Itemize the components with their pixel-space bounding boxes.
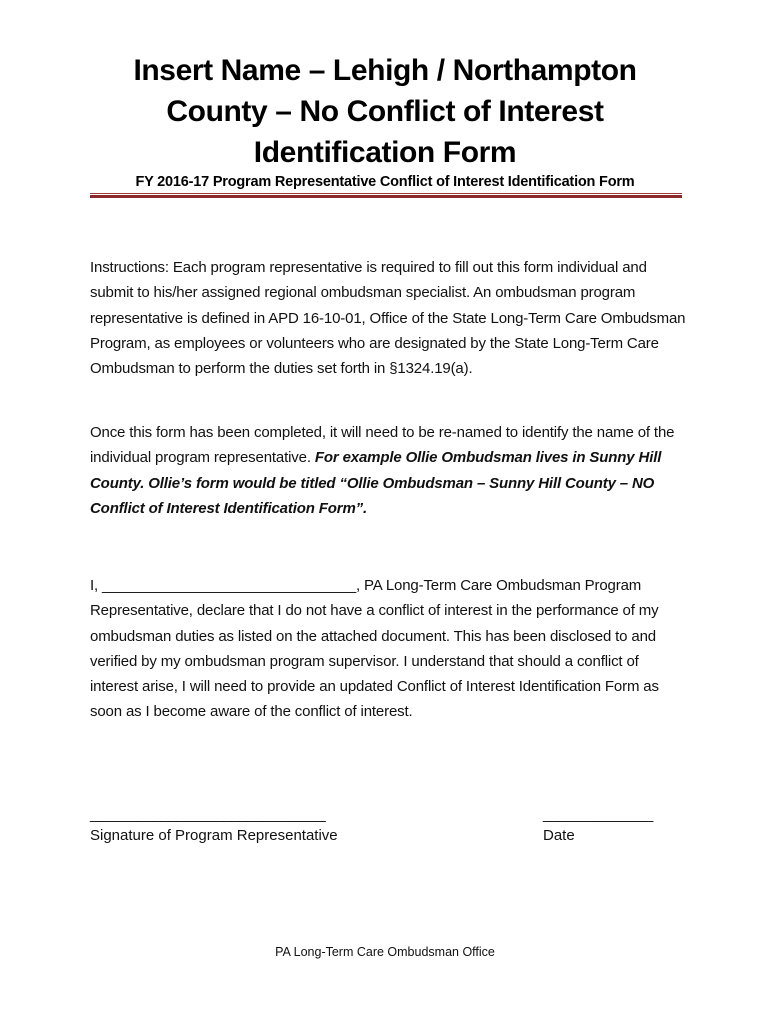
date-label: Date [543,827,575,844]
document-title: Insert Name – Lehigh / Northampton County – No Conflict of Interest Identification Form [133,54,637,169]
declaration-paragraph: I, _______________________________, PA Long-Term Care Ombudsman Program Representative, declare that I do not have a conflict of interest in the performance of my ombudsman duties as listed on the attached document. This has been disclosed to and verified by my ombudsman program supervisor. I understand that should a conflict of interest arise, I will need to provide an updated Conflict of Interest Identification Form as soon as I become aware of the conflict of interest. [90,577,659,721]
rename-intro-text: Once this form has been completed, it will need to be re-named to identify the name of the individual program representative. [90,424,675,467]
page-footer: PA Long-Term Care Ombudsman Office [275,945,495,959]
title-rule-thin [90,193,682,194]
rename-example-text: For example Ollie Ombudsman lives in Sunny Hill County. Ollie’s form would be titled “Ollie Ombudsman – Sunny Hill County – NO Conflict of Interest Identification Form”. [90,449,662,517]
date-line: ______________ [543,806,653,823]
instructions-paragraph: Instructions: Each program representative is required to fill out this form individual and submit to his/her assigned regional ombudsman specialist. An ombudsman program representative is defined in APD 16-10-01, Office of the State Long-Term Care Ombudsman Program, as employees or volunteers who are designated by the State Long-Term Care Ombudsman to perform the duties set forth in §1324.19(a). [90,259,686,378]
document-subtitle: FY 2016-17 Program Representative Conflict of Interest Identification Form [135,174,635,190]
rename-paragraph [90,420,690,521]
signature-label: Signature of Program Representative [90,827,338,844]
signature-line: ______________________________ [90,806,326,823]
title-rule-thick [90,195,682,198]
